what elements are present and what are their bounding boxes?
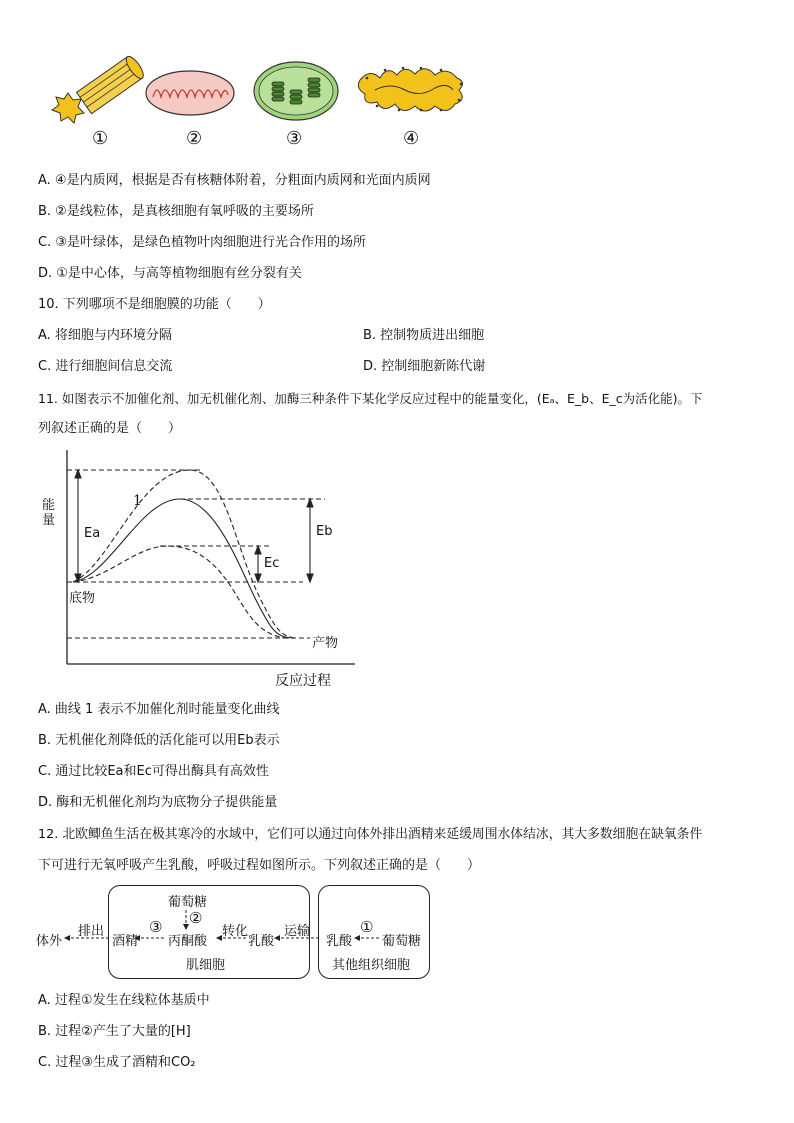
organelle-label-1: ① xyxy=(92,128,109,149)
excrete-label: 排出 xyxy=(78,924,105,939)
step1-label: ① xyxy=(360,918,374,936)
pyruvate-label: 丙酮酸 xyxy=(168,934,208,949)
q10-option-b: B. 控制物质进出细胞 xyxy=(363,328,485,343)
respiration-diagram xyxy=(36,885,436,980)
ea-label: Ea xyxy=(84,526,101,541)
q9-option-d: D. ①是中心体，与高等植物细胞有丝分裂有关 xyxy=(38,266,302,281)
q10-option-a: A. 将细胞与内环境分隔 xyxy=(38,328,172,343)
centrosome-icon xyxy=(48,55,148,125)
q12-option-a: A. 过程①发生在线粒体基质中 xyxy=(38,993,210,1008)
energy-graph-svg xyxy=(40,448,360,693)
step2-label: ② xyxy=(189,909,203,927)
substrate-label: 底物 xyxy=(69,591,96,606)
eb-label: Eb xyxy=(316,524,333,539)
outside-label: 体外 xyxy=(36,934,63,949)
chloroplast-icon xyxy=(252,60,340,122)
step3-label: ③ xyxy=(149,918,163,936)
q11-stem-line2: 列叙述正确的是（ ） xyxy=(38,421,182,436)
glucose-top-label: 葡萄糖 xyxy=(168,895,208,910)
lactate-muscle-label: 乳酸 xyxy=(248,934,275,949)
product-label: 产物 xyxy=(312,636,339,651)
transport-label: 运输 xyxy=(284,924,311,939)
muscle-cell-label: 肌细胞 xyxy=(186,958,226,973)
q11-option-d: D. 酶和无机催化剂均为底物分子提供能量 xyxy=(38,795,278,810)
q9-option-b: B. ②是线粒体，是真核细胞有氧呼吸的主要场所 xyxy=(38,204,314,219)
graph-ylabel: 能量 xyxy=(42,498,56,528)
q12-option-c: C. 过程③生成了酒精和CO₂ xyxy=(38,1055,196,1070)
q12-stem-line1: 12. 北欧鲫鱼生活在极其寒冷的水域中，它们可以通过向体外排出酒精来延缓周围水体结冰，其大多数细胞在缺氧条件 xyxy=(38,827,703,842)
convert-label: 转化 xyxy=(222,924,249,939)
q11-option-a: A. 曲线 1 表示不加催化剂时能量变化曲线 xyxy=(38,702,280,717)
ec-label: Ec xyxy=(264,556,280,571)
q9-option-a: A. ④是内质网，根据是否有核糖体附着，分粗面内质网和光面内质网 xyxy=(38,173,431,188)
organelle-label-4: ④ xyxy=(403,128,420,149)
curve-1-label: 1 xyxy=(133,493,142,509)
mitochondrion-icon xyxy=(143,67,238,119)
q9-option-c: C. ③是叶绿体，是绿色植物叶肉细胞进行光合作用的场所 xyxy=(38,235,366,250)
q10-stem: 10. 下列哪项不是细胞膜的功能（ ） xyxy=(38,297,271,312)
q10-option-d: D. 控制细胞新陈代谢 xyxy=(363,359,486,374)
q11-stem-line1: 11. 如图表示不加催化剂、加无机催化剂、加酶三种条件下某化学反应过程中的能量变化，(Eₐ、E_b、E_c为活化能)。下 xyxy=(38,391,703,406)
organelle-label-2: ② xyxy=(186,128,203,149)
other-cell-label: 其他组织细胞 xyxy=(332,958,411,973)
organelle-label-3: ③ xyxy=(286,128,303,149)
glucose-other-label: 葡萄糖 xyxy=(382,934,422,949)
q11-option-c: C. 通过比较Ea和Ec可得出酶具有高效性 xyxy=(38,764,269,779)
alcohol-label: 酒精 xyxy=(112,934,139,949)
lactate-other-label: 乳酸 xyxy=(326,934,353,949)
energy-graph xyxy=(40,448,360,693)
q10-option-c: C. 进行细胞间信息交流 xyxy=(38,359,173,374)
q11-option-b: B. 无机催化剂降低的活化能可以用Eb表示 xyxy=(38,733,280,748)
graph-xlabel: 反应过程 xyxy=(275,673,331,689)
organelle-figure xyxy=(40,55,480,155)
endoplasmic-reticulum-icon xyxy=(355,60,470,120)
q12-stem-line2: 下可进行无氧呼吸产生乳酸，呼吸过程如图所示。下列叙述正确的是（ ） xyxy=(38,858,481,873)
q12-option-b: B. 过程②产生了大量的[H] xyxy=(38,1024,191,1039)
